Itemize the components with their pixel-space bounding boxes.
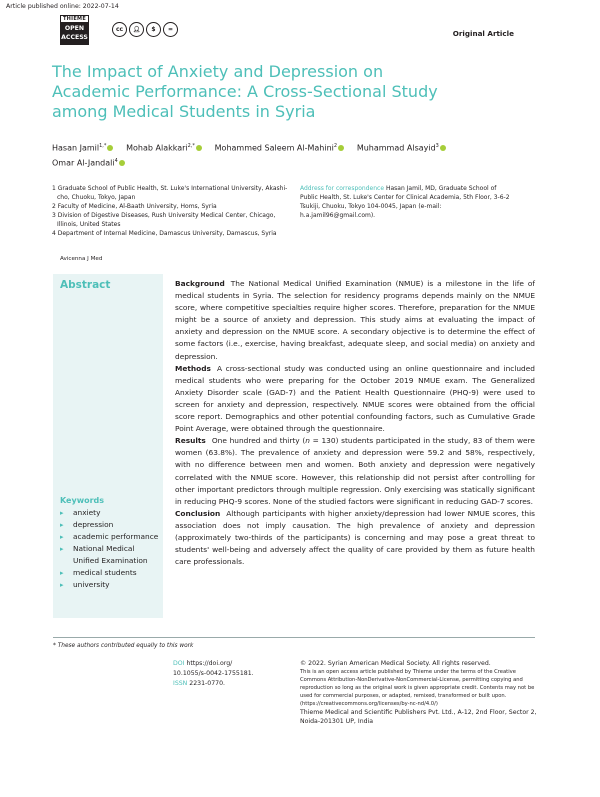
affiliation-item: 2 Faculty of Medicine, Al-Baath University, Homs, Syria <box>52 203 217 210</box>
methods-heading: Methods <box>175 363 211 373</box>
doi-block <box>173 659 293 689</box>
copyright-block <box>300 659 540 726</box>
correspondence-label: Address for correspondence <box>300 185 385 192</box>
journal-name: Avicenna J Med <box>60 256 103 262</box>
keyword-item: ▸ depression <box>60 519 160 531</box>
affiliations <box>52 184 288 238</box>
doi-url[interactable]: https://doi.org/ <box>186 660 233 667</box>
background-text: The National Medical Unified Examination (NMUE) is a milestone in the life of medical students in Syria. The selection for residency programs depends mainly on the NMUE score, where competitive specialties require higher scores. Therefore, preparation for the NMUE might be a source of anxiety and depression. This study aims at evaluating the impact of anxiety and depression on the NMUE score. A secondary objective is to determine the effect of some factors (i.e., exercise, having breakfast, adequate sleep, and social media) on anxiety and depression. <box>175 279 535 361</box>
author-sup: 2,* <box>187 143 195 149</box>
correspondence <box>300 184 510 220</box>
affiliation-item: 4 Department of Internal Medicine, Damascus University, Damascus, Syria <box>52 230 277 237</box>
license-text: This is an open access article published by Thieme under the terms of the Creative Commons Attribution-NonDerivative-NonCommercial-License, permitting copying and reproduction so long as the original work is given appropriate credit. Contents may not be used for commercial purposes, or adapted, remixed, transformed or built upon. (https://creativecommons.org/licenses/by-nc-nd/4.0/) <box>300 669 535 707</box>
results-heading: Results <box>175 436 206 446</box>
abstract-results <box>175 435 535 508</box>
keyword-item: ▸ university <box>60 579 160 591</box>
keyword-item: ▸ medical students <box>60 567 160 579</box>
orcid-icon[interactable] <box>440 145 446 151</box>
conclusion-text: Although participants with higher anxiety/depression had lower NMUE scores, this association does not imply causation. The high prevalence of anxiety and depression (approximately two-thirds of the participants) is concerning and may pose a great threat to students' well-being and adversely affect the quality of care provided by them as future health care professionals. <box>175 508 535 567</box>
keyword-item: ▸ academic performance <box>60 531 160 543</box>
results-n: n <box>305 436 310 446</box>
author-name: Mohab Alakkari <box>126 143 188 153</box>
correspondence-text: Hasan Jamil, MD, Graduate School of Public Health, St. Luke's Center for Clinical Academia, 5th Floor, 3-6-2 Tsukiji, Chuoku, Tokyo 104-0045, Japan (e-mail: h.a.jamil96@gmail.com). <box>300 185 510 219</box>
logo-bottom-line2: ACCESS <box>61 34 88 41</box>
author-sup: 3 <box>435 143 439 149</box>
orcid-icon[interactable] <box>119 160 125 166</box>
keywords-list <box>60 507 160 591</box>
abstract-heading: Abstract <box>60 279 111 291</box>
doi-label: DOI <box>173 660 185 667</box>
author-sup: 1,* <box>99 143 107 149</box>
abstract-methods <box>175 363 535 436</box>
abstract-conclusion <box>175 508 535 568</box>
results-text-pre: One hundred and thirty ( <box>211 436 306 446</box>
results-text-post: = 130) students participated in the study, 83 of them were women (63.8%). The prevalence of anxiety and depression were 59.2 and 58%, respectively, with no difference between men and women. Both anxiety and depression were negatively correlated with the NMUE score. However, this relationship did not persist after controlling for other important predictors through multiple regression. Only exercising was statically significant in reducing PHQ-9 scores. None of the studied factors were significant in reducing GAD-7 scores. <box>175 436 535 506</box>
author-name: Muhammad Alsayid <box>356 143 436 153</box>
author-name: Mohammed Saleem Al-Mahini <box>214 143 334 153</box>
article-title: The Impact of Anxiety and Depression on Academic Performance: A Cross-Sectional Study among Medical Students in Syria <box>52 62 438 121</box>
logo-bottom <box>60 23 89 45</box>
publisher-text: Thieme Medical and Scientific Publishers Pvt. Ltd., A-12, 2nd Floor, Sector 2, Noida-201301 UP, India <box>300 709 537 725</box>
author-name: Hasan Jamil <box>52 143 100 153</box>
logo-top-text: THIEME <box>60 15 89 23</box>
orcid-icon[interactable] <box>338 145 344 151</box>
author-name: Omar Al-Jandali <box>52 158 115 168</box>
article-type: Original Article <box>452 29 514 38</box>
keyword-item: ▸ National Medical Unified Examination <box>60 543 160 567</box>
keywords-heading: Keywords <box>60 496 105 505</box>
doi-value[interactable]: 10.1055/s-0042-1755181. <box>173 670 254 677</box>
issn-value: 2231-0770. <box>189 680 225 687</box>
abstract-body <box>175 278 535 568</box>
affiliation-item: 1 Graduate School of Public Health, St. Luke's International University, Akashi-cho, Chuoku, Tokyo, Japan <box>52 185 288 201</box>
orcid-icon[interactable] <box>107 145 113 151</box>
abstract-background <box>175 278 535 363</box>
issn-label: ISSN <box>173 680 188 687</box>
published-date: Article published online: 2022-07-14 <box>6 3 119 10</box>
thieme-open-access-logo <box>60 15 89 45</box>
logo-bottom-line1: OPEN <box>64 25 85 32</box>
by-icon: 👤︎ <box>129 22 144 37</box>
footnote-divider <box>53 637 535 638</box>
methods-text: A cross-sectional study was conducted using an online questionnaire and included medical students who were preparing for the October 2019 NMUE exam. The Generalized Anxiety Disorder scale (GAD-7) and the Patient Health Questionnaire (PHQ-9) were used to screen for anxiety and depression, respectively. NMUE scores were obtained from the official score report. Demographics and other potential confounding factors, such as Cumulative Grade Point Average, were obtained through the questionnaire. <box>175 363 535 434</box>
copyright-line: © 2022. Syrian American Medical Society. All rights reserved. <box>300 660 491 667</box>
background-heading: Background <box>175 279 225 288</box>
affiliation-item: 3 Division of Digestive Diseases, Rush University Medical Center, Chicago, Illinois, United States <box>52 212 276 228</box>
conclusion-heading: Conclusion <box>175 508 221 518</box>
nd-icon: = <box>163 22 178 37</box>
author-sup: 4 <box>114 157 118 164</box>
author-sup: 2 <box>333 143 338 149</box>
creative-commons-badges <box>112 22 182 38</box>
author-list <box>52 140 512 169</box>
nc-icon: $ <box>146 22 161 37</box>
cc-icon: cc <box>112 22 127 37</box>
orcid-icon[interactable] <box>196 145 202 151</box>
footnote: * These authors contributed equally to this work <box>53 643 194 649</box>
keyword-item: ▸ anxiety <box>60 507 160 519</box>
